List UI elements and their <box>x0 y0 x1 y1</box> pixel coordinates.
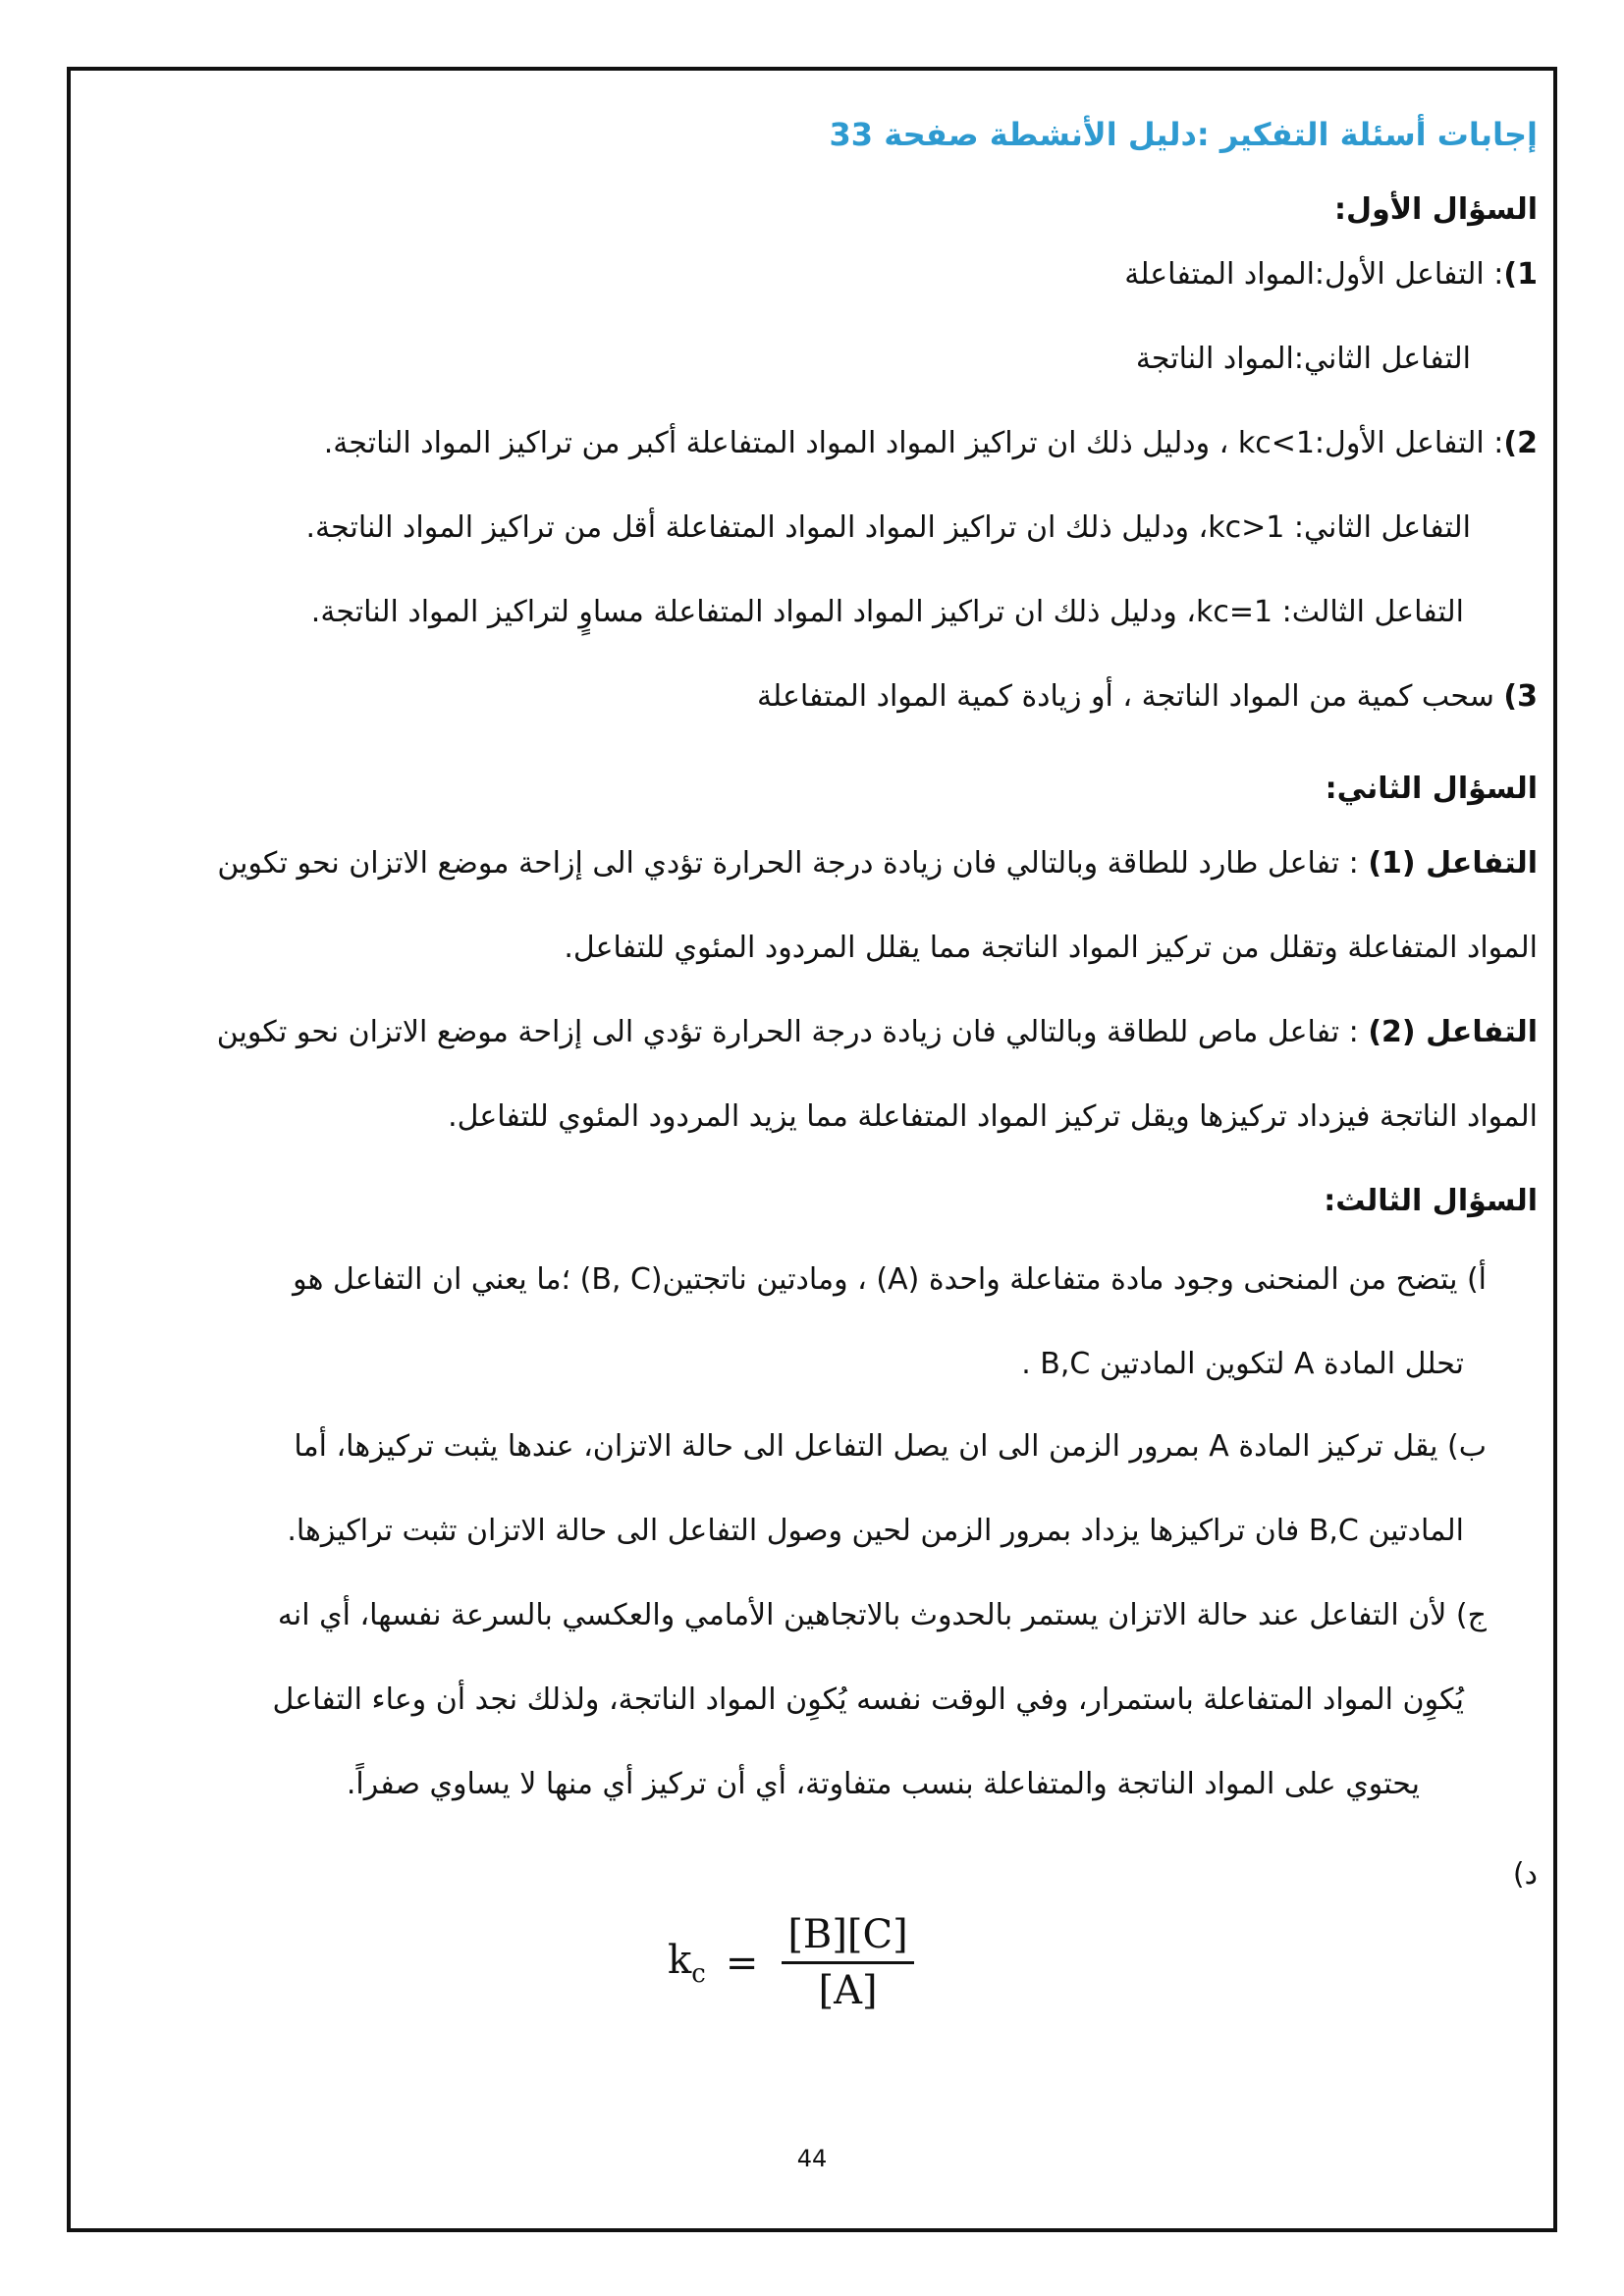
q3-part-c-cont2: يحتوي على المواد الناتجة والمتفاعلة بنسب متفاوتة، أي أن تركيز أي منها لا يساوي صفراً. <box>346 1767 1420 1801</box>
q2-reaction-2-text: : تفاعل ماص للطاقة وبالتالي فان زيادة درجة الحرارة تؤدي الى إزاحة موضع الاتزان نحو تكوين <box>216 1015 1369 1049</box>
formula-numerator: [B][C] <box>782 1912 913 1964</box>
q1-item-2c-text: ، ودليل ذلك ان تراكيز المواد المواد المتفاعلة مساوٍ لتراكيز المواد الناتجة. <box>310 595 1196 629</box>
q3-part-b: ب) يقل تركيز المادة A بمرور الزمن الى ان يصل التفاعل الى حالة الاتزان، عندها يثبت تركيزها، أما <box>294 1429 1487 1464</box>
q1-item-2a-text: ، ودليل ذلك ان تراكيز المواد المواد المتفاعلة أكبر من تراكيز المواد الناتجة. <box>323 426 1238 460</box>
q1-item-2b <box>306 510 1472 545</box>
formula-equals: = <box>725 1940 759 1986</box>
q3-part-c: ج) لأن التفاعل عند حالة الاتزان يستمر بالحدوث بالاتجاهين الأمامي والعكسي بالسرعة نفسها، أي انه <box>277 1598 1487 1632</box>
q3-part-a: أ) يتضح من المنحنى وجود مادة متفاعلة واحدة (A) ، ومادتين ناتجتين(B, C) ؛ما يعني ان التفاعل هو <box>293 1262 1487 1297</box>
kc-greater-than-1: kc>1 <box>1208 510 1285 545</box>
q1-item-1 <box>1124 257 1538 292</box>
kc-less-than-1: kc<1 <box>1237 426 1315 460</box>
q1-item-2b-prefix: التفاعل الثاني: <box>1284 510 1471 545</box>
equilibrium-constant-formula <box>668 1912 914 2013</box>
q3-part-d: د) <box>1512 1857 1538 1892</box>
q1-item-2a-prefix: : التفاعل الأول: <box>1314 426 1504 460</box>
q1-item-2c-prefix: التفاعل الثالث: <box>1272 595 1464 629</box>
q3-heading: السؤال الثالث: <box>1324 1184 1538 1218</box>
q2-reaction-1-text: : تفاعل طارد للطاقة وبالتالي فان زيادة درجة الحرارة تؤدي الى إزاحة موضع الاتزان نحو تكوين <box>217 846 1369 881</box>
q2-reaction-1-label: التفاعل (1) <box>1368 846 1538 881</box>
q3-part-a-cont: تحلل المادة A لتكوين المادتين B,C . <box>1021 1347 1464 1381</box>
q2-reaction-1 <box>217 846 1538 881</box>
q2-reaction-2 <box>217 1015 1538 1049</box>
q1-item-1-text: : التفاعل الأول:المواد المتفاعلة <box>1124 257 1504 292</box>
q2-reaction-1-cont: المواد المتفاعلة وتقلل من تركيز المواد الناتجة مما يقلل المردود المئوي للتفاعل. <box>564 931 1538 965</box>
q3-part-b-cont: المادتين B,C فان تراكيزها يزداد بمرور الزمن لحين وصول التفاعل الى حالة الاتزان تثبت تراكيزها. <box>287 1514 1464 1548</box>
page-title: إجابات أسئلة التفكير :دليل الأنشطة صفحة 33 <box>829 116 1538 153</box>
formula-denominator: [A] <box>818 1968 878 2013</box>
q2-reaction-2-cont: المواد الناتجة فيزداد تركيزها ويقل تركيز المواد المتفاعلة مما يزيد المردود المئوي للتفاعل. <box>448 1099 1538 1134</box>
page-border <box>67 67 1557 2232</box>
formula-fraction <box>782 1912 913 2013</box>
q1-item-1b: التفاعل الثاني:المواد الناتجة <box>1135 342 1471 376</box>
q1-item-2b-text: ، ودليل ذلك ان تراكيز المواد المواد المتفاعلة أقل من تراكيز المواد الناتجة. <box>305 510 1209 545</box>
q1-item-3 <box>757 679 1538 714</box>
q1-item-1-number: 1) <box>1503 257 1538 292</box>
q1-item-2c <box>311 595 1464 629</box>
kc-equals-1: kc=1 <box>1195 595 1273 629</box>
q2-heading: السؤال الثاني: <box>1325 772 1538 806</box>
formula-k: $k_c$ <box>668 1937 706 1989</box>
q1-item-2a <box>324 426 1538 460</box>
q1-item-2-number: 2) <box>1503 426 1538 460</box>
q3-part-c-cont: يُكوِن المواد المتفاعلة باستمرار، وفي الوقت نفسه يُكوِن المواد الناتجة، ولذلك نجد أن وعاء التفاعل <box>272 1682 1464 1717</box>
q1-heading: السؤال الأول: <box>1334 192 1538 227</box>
q2-reaction-2-label: التفاعل (2) <box>1368 1015 1538 1049</box>
q1-item-3-number: 3) <box>1503 679 1538 714</box>
page-number: 44 <box>796 2145 828 2172</box>
q1-item-3-text: سحب كمية من المواد الناتجة ، أو زيادة كمية المواد المتفاعلة <box>756 679 1504 714</box>
